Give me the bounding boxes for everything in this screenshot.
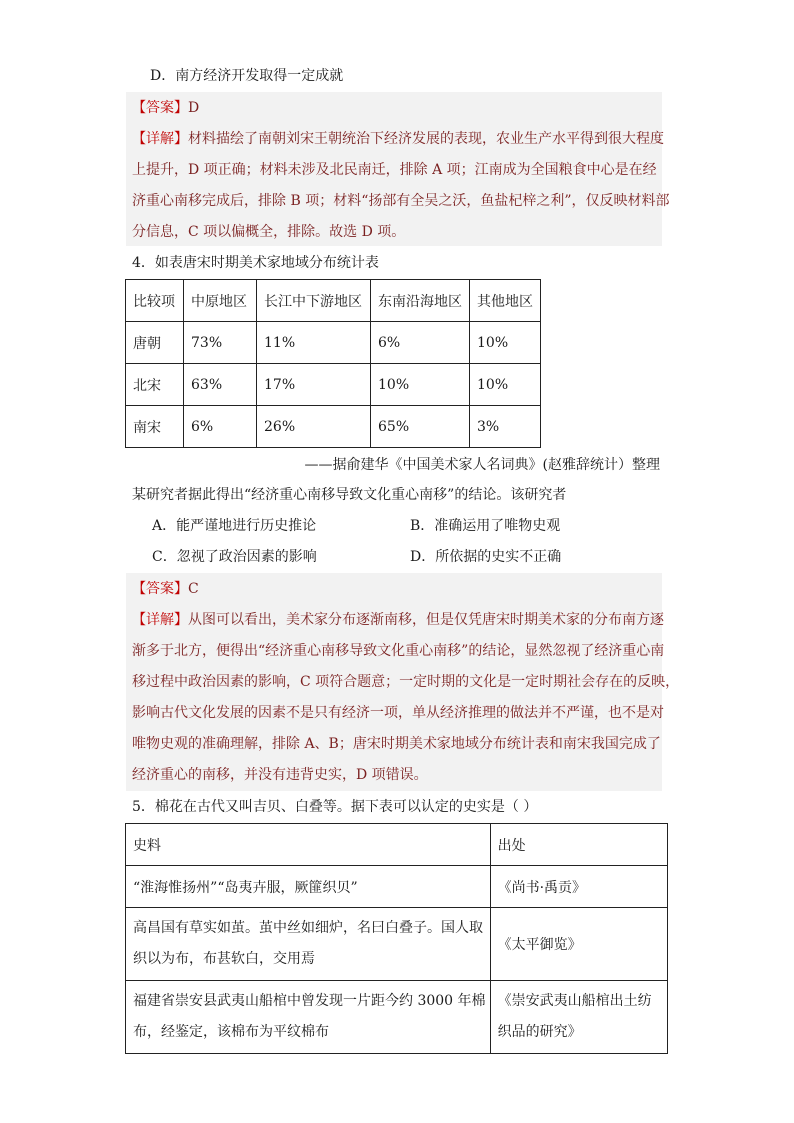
- answer-value: C: [188, 581, 199, 597]
- q4-answer: [132, 579, 199, 599]
- q5-table: [125, 823, 668, 1054]
- q4-stem: 4．如表唐宋时期美术家地域分布统计表: [132, 255, 379, 271]
- table-cell: 6%: [371, 322, 470, 364]
- table-cell: 6%: [184, 406, 257, 448]
- table-row: [126, 866, 668, 908]
- table-header-row: [126, 824, 668, 866]
- q4-option-a: A．能严谨地进行历史推论: [152, 518, 317, 534]
- table-cell: 3%: [470, 406, 541, 448]
- table-row: [126, 406, 541, 448]
- q4-detail-line-5: 唯物史观的准确理解，排除 A、B；唐宋时期美术家地域分布统计表和南宋我国完成了: [132, 736, 661, 752]
- table-cell: 《尚书·禹贡》: [490, 866, 667, 908]
- table-header-cell: 比较项: [126, 280, 184, 322]
- q4-detail-line-4: 影响古代文化发展的因素不是只有经济一项，单从经济推理的做法并不严谨，也不是对: [132, 705, 664, 721]
- table-row: [126, 908, 668, 981]
- table-header-cell: 出处: [490, 824, 667, 866]
- table-cell: 10%: [470, 322, 541, 364]
- q4-source-note: ——据俞建华《中国美术家人名词典》(赵雅辞统计）整理: [304, 457, 660, 473]
- table-cell: 北宋: [126, 364, 184, 406]
- answer-tag: 【答案】: [132, 581, 188, 597]
- table-cell: “淮海惟扬州”“岛夷卉服，厥篚织贝”: [126, 866, 491, 908]
- q3-detail-line-3: 济重心南移完成后，排除 B 项；材料“扬部有全吴之沃，鱼盐杞梓之利”，仅反映材料部: [132, 193, 670, 209]
- q4-answer-box: [126, 573, 680, 791]
- table-cell: 唐朝: [126, 322, 184, 364]
- q3-answer-box: [126, 92, 670, 246]
- table-cell: 17%: [257, 364, 371, 406]
- table-cell: 65%: [371, 406, 470, 448]
- table-cell: 10%: [371, 364, 470, 406]
- table-cell: 10%: [470, 364, 541, 406]
- answer-tag: 【答案】: [132, 100, 188, 116]
- table-row: [126, 981, 668, 1054]
- table-header-cell: 长江中下游地区: [257, 280, 371, 322]
- answer-value: D: [188, 100, 200, 116]
- q4-detail-line-2: 渐多于北方，便得出“经济重心南移导致文化重心南移”的结论，显然忽视了经济重心南: [132, 643, 665, 659]
- q4-detail-line-6: 经济重心的南移，并没有违背史实，D 项错误。: [132, 767, 428, 783]
- table-cell: 《太平御览》: [490, 908, 667, 981]
- q4-question: 某研究者据此得出“经济重心南移导致文化重心南移”的结论。该研究者: [132, 487, 567, 503]
- table-cell: 26%: [257, 406, 371, 448]
- q4-option-b: B．准确运用了唯物史观: [410, 518, 561, 534]
- q4-detail-line-1: 【详解】从图可以看出，美术家分布逐渐南移，但是仅凭唐宋时期美术家的分布南方逐: [132, 612, 664, 628]
- table-cell: 11%: [257, 322, 371, 364]
- table-row: [126, 364, 541, 406]
- q3-detail-line-4: 分信息，C 项以偏概全，排除。故选 D 项。: [132, 224, 406, 240]
- detail-tag: 【详解】: [132, 131, 188, 147]
- table-header-cell: 中原地区: [184, 280, 257, 322]
- q3-detail-line-2: 上提升，D 项正确；材料未涉及北民南迁，排除 A 项；江南成为全国粮食中心是在经: [132, 162, 657, 178]
- q3-answer: [132, 98, 199, 118]
- q4-option-d: D．所依据的史实不正确: [410, 549, 562, 565]
- table-header-row: [126, 280, 541, 322]
- q4-option-c: C．忽视了政治因素的影响: [152, 549, 317, 565]
- table-row: [126, 322, 541, 364]
- table-cell: 73%: [184, 322, 257, 364]
- table-header-cell: 东南沿海地区: [371, 280, 470, 322]
- q3-option-d: D．南方经济开发取得一定成就: [150, 68, 344, 84]
- table-cell: 高昌国有草实如茧。茧中丝如细炉，名曰白叠子。国人取 织以为布，布甚软白，交用焉: [126, 908, 491, 981]
- table-cell: 南宋: [126, 406, 184, 448]
- table-cell: 63%: [184, 364, 257, 406]
- table-cell: 《崇安武夷山船棺出土纺 织品的研究》: [490, 981, 667, 1054]
- table-header-cell: 其他地区: [470, 280, 541, 322]
- q4-detail-line-3: 移过程中政治因素的影响，C 项符合题意；一定时期的文化是一定时期社会存在的反映，: [132, 674, 680, 690]
- q5-stem: 5．棉花在古代又叫吉贝、白叠等。据下表可以认定的史实是（ ）: [132, 799, 538, 815]
- q3-detail-line-1: 【详解】材料描绘了南朝刘宋王朝统治下经济发展的表现，农业生产水平得到很大程度: [132, 131, 664, 147]
- detail-tag: 【详解】: [132, 612, 188, 628]
- q4-table: [125, 279, 541, 448]
- table-cell: 福建省崇安县武夷山船棺中曾发现一片距今约 3000 年棉 布，经鉴定，该棉布为平纹棉布: [126, 981, 491, 1054]
- table-header-cell: 史料: [126, 824, 491, 866]
